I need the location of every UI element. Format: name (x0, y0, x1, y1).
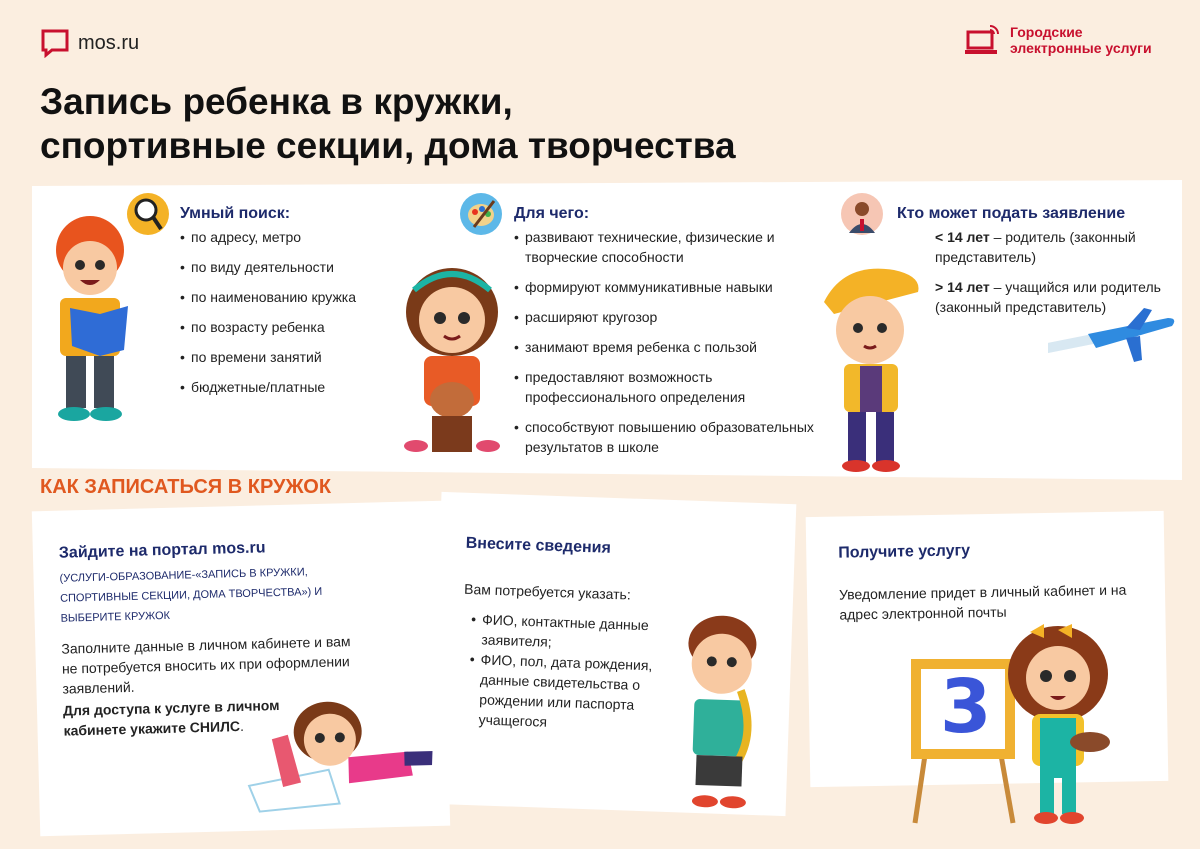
step2-intro: Вам потребуется указать: (463, 580, 632, 603)
step1-snils-dot: . (239, 717, 245, 735)
city-services-logo[interactable] (964, 22, 1162, 58)
who-section (897, 205, 1167, 317)
step2-item: • ФИО, контактные данные заявителя; (470, 609, 681, 656)
who-heading: Кто может подать заявление (897, 205, 1126, 222)
step2-list (467, 609, 681, 736)
step1-title: Зайдите на портал mos.ru (58, 539, 266, 562)
step1-path: (УСЛУГИ-ОБРАЗОВАНИЕ-«ЗАПИСЬ В КРУЖКИ, СПОРТИВНЫЕ СЕКЦИИ, ДОМА ТВОРЧЕСТВА») И ВЫБЕРИТЕ КРУЖОК (59, 566, 323, 625)
step3-text: Уведомление придет в личный кабинет и на адрес электронной почты (838, 581, 1127, 623)
page-title: Запись ребенка в кружки, спортивные секции, дома творчества (40, 81, 736, 166)
search-item: • по наименованию кружка (180, 287, 356, 307)
why-item: • предоставляют возможность профессионального определения (514, 367, 814, 407)
mos-logo-icon (40, 28, 70, 58)
smart-search-heading: Умный поиск: (180, 205, 291, 222)
girl-painter-illustration (1000, 618, 1120, 828)
why-item: • способствуют повышению образовательных результатов в школе (514, 417, 814, 457)
age-under-14-label: < 14 лет (935, 229, 990, 245)
step1-text: Заполните данные в личном кабинете и вам не потребуется вносить их при оформлении заявлений. (61, 633, 351, 697)
age-under-14 (935, 227, 1167, 267)
search-item: • по адресу, метро (180, 227, 356, 247)
search-item: • по возрасту ребенка (180, 317, 356, 337)
logo-text: mos.ru (78, 31, 140, 54)
search-item: • по времени занятий (180, 347, 356, 367)
mos-logo[interactable] (40, 28, 139, 58)
how-to-enroll-heading: КАК ЗАПИСАТЬСЯ В КРУЖОК (40, 476, 332, 498)
boy-saxophone-illustration (667, 608, 779, 812)
step1-snils-bold: Для доступа к услуге в личном кабинете укажите СНИЛС (62, 697, 280, 739)
laptop-wifi-icon (964, 22, 1000, 58)
age-over-14-text: – учащийся или родитель (законный представитель) (935, 279, 1161, 315)
airplane-illustration (1048, 308, 1178, 368)
why-item: • занимают время ребенка с пользой (514, 337, 814, 357)
step-card-details (431, 492, 797, 816)
step3-title: Получите услугу (838, 542, 971, 562)
services-text: Городские электронные услуги (1010, 24, 1152, 56)
step-card-portal (32, 501, 450, 837)
boy-reading-illustration (40, 210, 140, 425)
why-item: • развивают технические, физические и творческие способности (514, 227, 814, 267)
magnifier-icon (127, 193, 169, 235)
search-item: • по виду деятельности (180, 257, 356, 277)
girl-pottery-illustration (396, 260, 508, 460)
step2-title: Внесите сведения (465, 534, 612, 557)
easel-number: 3 (940, 664, 992, 750)
girl-drawing-illustration (206, 671, 440, 817)
palette-icon (460, 193, 502, 235)
why-item: • расширяют кругозор (514, 307, 814, 327)
person-icon (841, 193, 883, 235)
age-over-14-label: > 14 лет (935, 279, 990, 295)
search-item: • бюджетные/платные (180, 377, 356, 397)
step2-item: • ФИО, пол, дата рождения, данные свидетельства о рождении или паспорта учащегося (467, 649, 680, 736)
why-heading: Для чего: (514, 205, 590, 222)
age-under-14-text: – родитель (законный представитель) (935, 229, 1136, 265)
why-section (514, 205, 814, 457)
why-item: • формируют коммуникативные навыки (514, 277, 814, 297)
smart-search-section (180, 205, 356, 397)
